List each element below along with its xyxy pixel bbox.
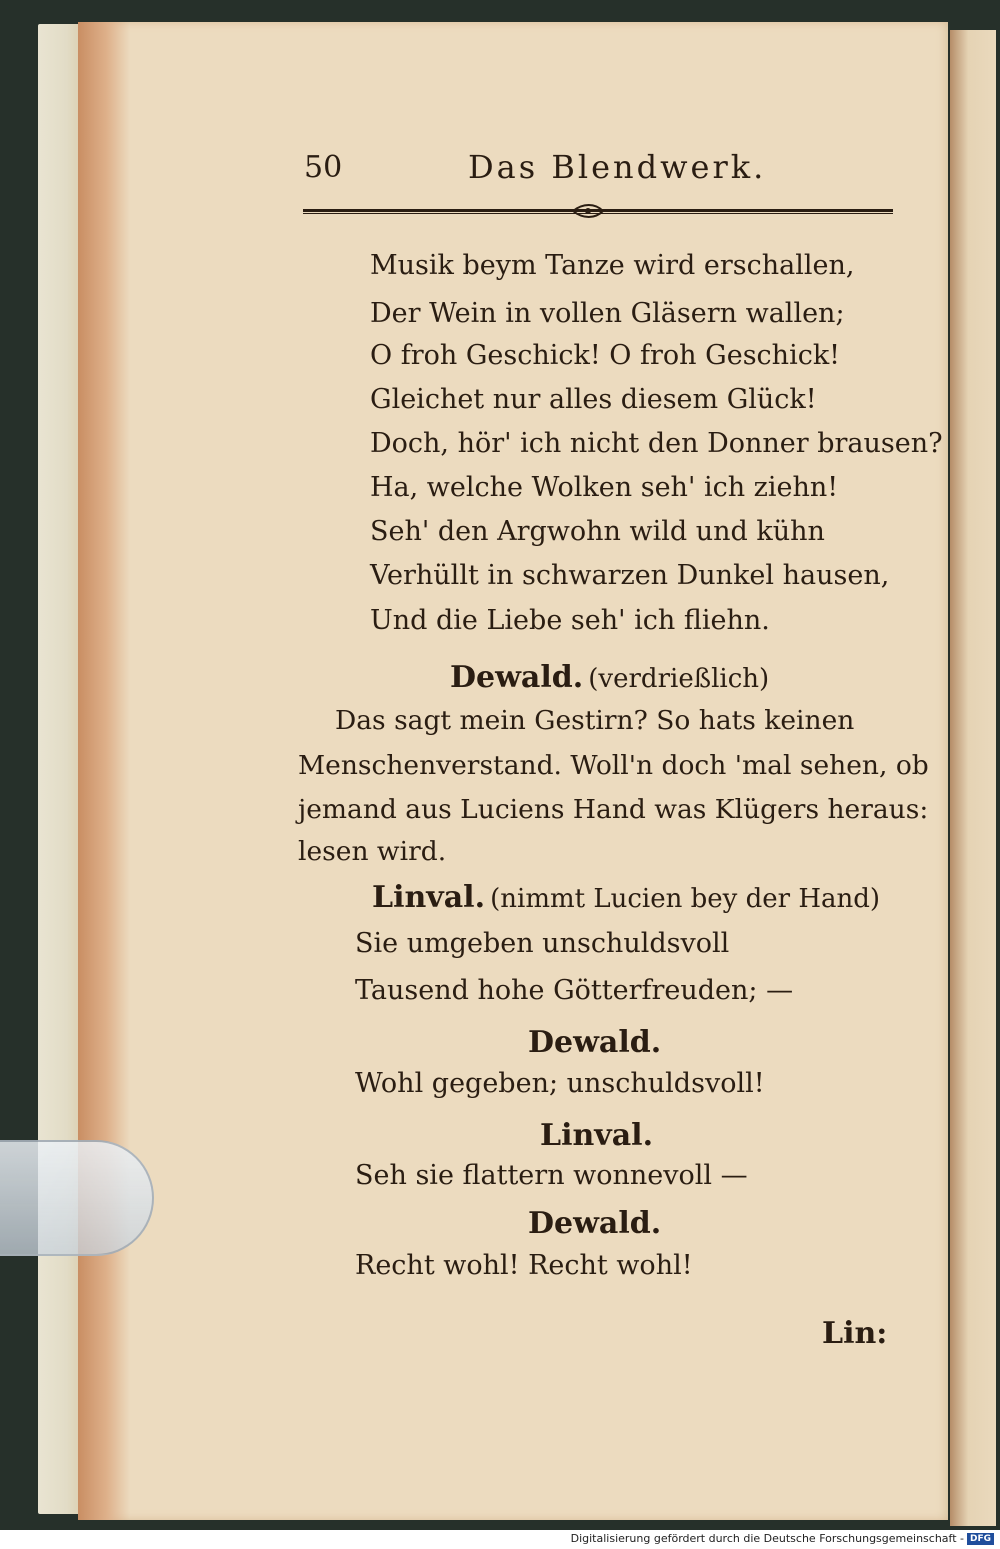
verse-line: Recht wohl! Recht wohl!	[355, 1250, 693, 1281]
verse-line: Ha, welche Wolken seh' ich ziehn!	[370, 472, 839, 503]
verse-line: Gleichet nur alles diesem Glück!	[370, 384, 817, 415]
catchword: Lin:	[822, 1316, 888, 1351]
stage-direction: (nimmt Lucien bey der Hand)	[490, 884, 881, 914]
verse-line: Der Wein in vollen Gläsern wallen;	[370, 298, 845, 329]
verse-line: Seh' den Argwohn wild und kühn	[370, 516, 825, 547]
prose-line: Menschenverstand. Woll'n doch 'mal sehen, ob	[298, 750, 929, 781]
speaker-name: Linval.	[372, 880, 486, 915]
verse-line: Und die Liebe seh' ich fliehn.	[370, 605, 770, 636]
prose-line: lesen wird.	[298, 836, 447, 867]
speaker-name: Dewald.	[528, 1206, 662, 1241]
page-number: 50	[304, 150, 343, 185]
speaker-name: Dewald.	[528, 1025, 662, 1060]
running-title: Das Blendwerk.	[468, 148, 767, 186]
prose-line: jemand aus Luciens Hand was Klügers heraus:	[298, 794, 929, 825]
funding-credit: Digitalisierung gefördert durch die Deutsche Forschungsgemeinschaft -	[570, 1532, 964, 1545]
verse-line: Verhüllt in schwarzen Dunkel hausen,	[370, 560, 890, 591]
dfg-logo: DFG	[967, 1533, 994, 1545]
holding-clip	[0, 1140, 154, 1256]
verse-line: O froh Geschick! O froh Geschick!	[370, 340, 841, 371]
verse-line: Musik beym Tanze wird erschallen,	[370, 250, 855, 281]
verse-line: Tausend hohe Götterfreuden; —	[355, 975, 794, 1006]
speaker-heading	[372, 880, 880, 915]
ornamental-rule	[303, 203, 893, 219]
facing-page-edge	[950, 30, 996, 1526]
verse-line: Sie umgeben unschuldsvoll	[355, 928, 730, 959]
verse-line: Wohl gegeben; unschuldsvoll!	[355, 1068, 765, 1099]
speaker-heading	[450, 660, 769, 695]
verse-line: Doch, hör' ich nicht den Donner brausen?	[370, 428, 943, 459]
page-gutter	[78, 22, 130, 1520]
verse-line: Seh sie flattern wonnevoll —	[355, 1160, 748, 1191]
prose-line: Das sagt mein Gestirn? So hats keinen	[335, 705, 855, 736]
stage-direction: (verdrießlich)	[588, 664, 770, 694]
speaker-name: Dewald.	[450, 660, 584, 695]
speaker-name: Linval.	[540, 1118, 654, 1153]
